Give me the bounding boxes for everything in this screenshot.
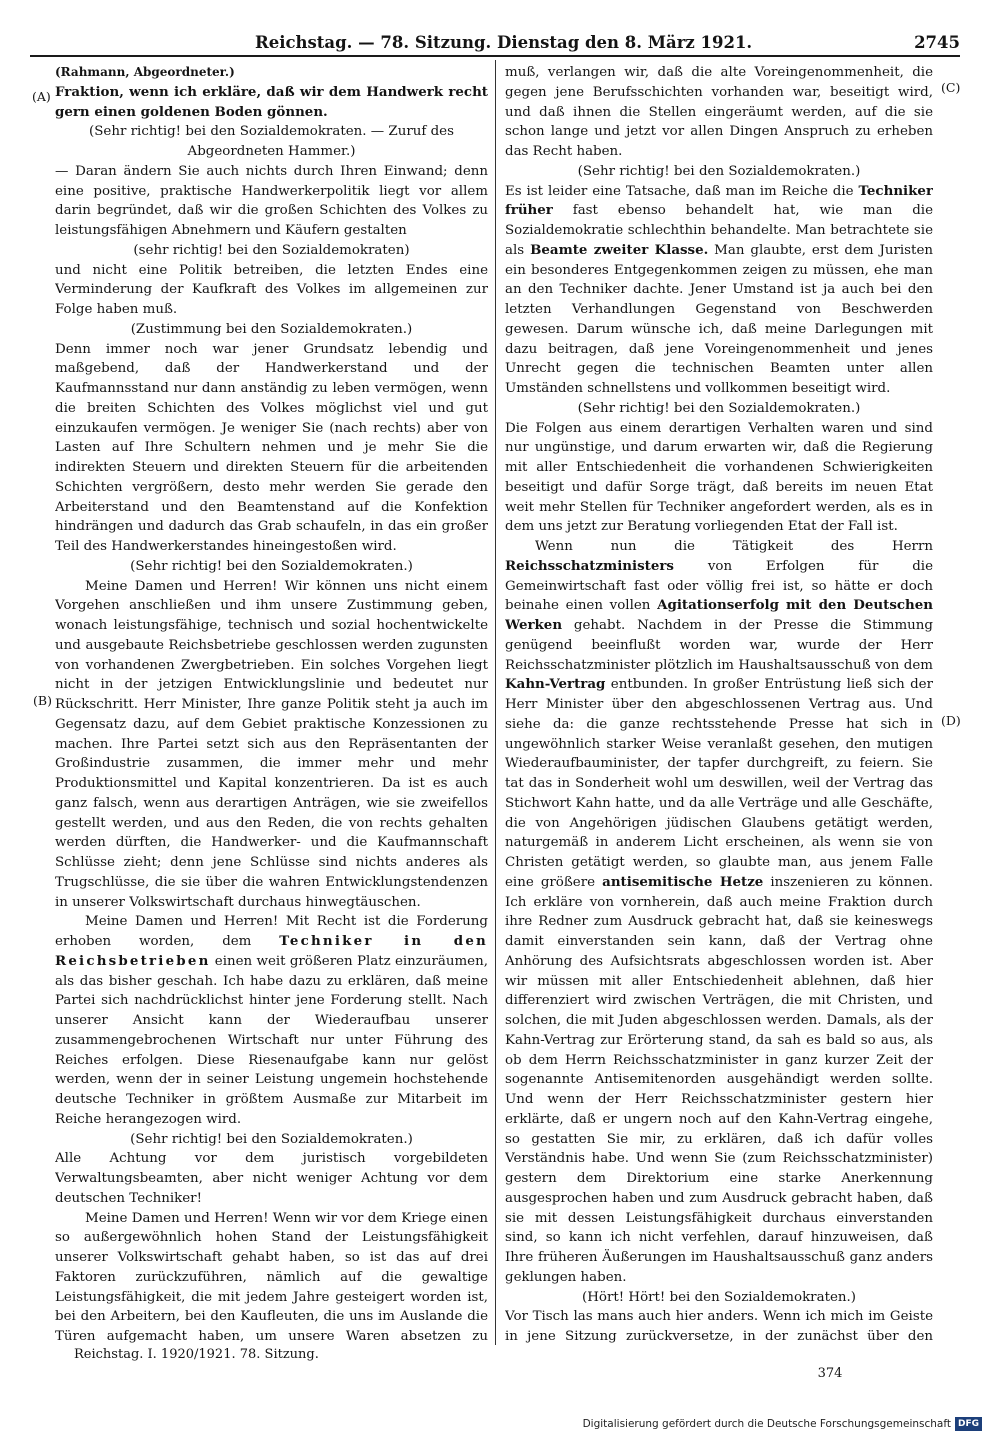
paragraph: Wenn nun die Tätigkeit des Herrn Reichsschatzministers von Erfolgen für die Gemeinwirtschaft fast oder völlig frei ist, so hätte er doch beinahe einen vollen Agitationserfolg mit den Deutschen Werken gehabt. Nachdem in der Presse die Stimmung genügend beeinflußt worden war, wurde der Herr Reichsschatzminister plötzlich im Haushaltsausschuß von dem Kahn-Vertrag entbunden. In großer Entrüstung ließ sich der Herr Minister über den abgeschlossenen Vertrag aus. Und siehe da: die ganze rechtsstehende Presse hat sich in ungewöhnlich starker Weise veranlaßt gesehen, den mutigen Wiederaufbauminister, der tapfer durchgreift, zu feiern. Sie tat das in Sonderheit wohl um deswillen, weil der Vertrag das Stichwort Kahn hatte, und da alle Verträge und alle Geschäfte, die von Angehörigen jüdischen Glaubens getätigt werden, naturgemäß in anderem Licht erscheinen, als wenn sie von Christen getätigt werden, so glaubte man, aus jenem Falle eine größere antisemitische Hetze inszenieren zu können. Ich erkläre von vornherein, daß auch meine Fraktion durch ihre Redner zum Ausdruck gebracht hat, daß sie keineswegs damit einverstanden sein kann, daß der Vertrag ohne Anhörung des Aufsichtsrats abgeschlossen worden ist. Aber wir müssen mit aller Entschiedenheit ablehnen, daß hier differenziert wird zwischen Verträgen, die mit Christen, und solchen, die mit Juden abgeschlossen werden. Damals, als der Kahn-Vertrag zur Erörterung stand, da sah es bald so aus, als ob dem Herrn Reichsschatzminister in ganz kurzer Zeit der sogenannte Antisemitenorden ausgehändigt werden sollte. Und wenn der Herr Reichsschatzminister gestern hier erklärte, daß er ungern noch auf den Kahn-Vertrag eingehe, so gestatten Sie mir, zu erklären, daß ich dafür volles Verständnis habe. Und wenn Sie (zum Reichsschatzminister) gestern dem Direktorium eine starke Anerkennung ausgesprochen haben und zum Ausdruck gebracht haben, daß sie mit dessen Leistungsfähigkeit durchaus einverstanden sind, so kann ich nicht verfehlen, darauf hinzuweisen, daß Ihre früheren Äußerungen im Haushaltsausschuß ganz anders geklungen haben. [505,539,933,1285]
page-number: 2745 [914,33,960,52]
footer-signature: Reichstag. I. 1920/1921. 78. Sitzung. [74,1347,319,1362]
right-column [505,63,933,1348]
paragraph: Meine Damen und Herren! Wenn wir vor dem Kriege einen so außergewöhnlich hohen Stand der Leistungsfähigkeit unserer Volkswirtschaft gehabt haben, so ist das auf drei Faktoren zurückzuführen, nämlich auf die gewaltige Leistungsfähigkeit, die mit jedem Jahre gesteigert worden ist, bei den Arbeitern, bei den Kaufleuten, die uns im Auslande die Türen aufgemacht haben, um unsere Waren absetzen zu [55,1210,488,1344]
paragraph: und nicht eine Politik betreiben, die letzten Endes eine Verminderung der Kaufkraft des Volkes im allgemeinen zur Folge haben muß. [55,262,488,317]
paragraph: Die Folgen aus einem derartigen Verhalten waren und sind nur ungünstige, und darum erwarten wir, daß die Regierung mit aller Entschiedenheit die vorhandenen Schwierigkeiten beseitigt und dafür Sorge trägt, daß bereits im neuen Etat weit mehr Stellen für Techniker angefordert werden, als es in dem uns jetzt zur Beratung vorliegenden Etat der Fall ist. [505,420,933,535]
interjection: (Sehr richtig! bei den Sozialdemokraten.) [577,163,861,179]
interjection: (Sehr richtig! bei den Sozialdemokraten.) [130,558,413,574]
paragraph: Es ist leider eine Tatsache, daß man im Reiche die Techniker früher fast ebenso behandelt hat, wie man die Sozialdemokratie schlechthin behandelte. Man betrachtete sie als Beamte zweiter Klasse. Man glaubte, erst dem Juristen ein besonderes Entgegenkommen zeigen zu müssen, ehe man an den Techniker dachte. Jener Umstand ist ja auch bei den letzten Verhandlungen Gegenstand von Beschwerden gewesen. Darum wünsche ich, daß meine Darlegungen mit dazu beitragen, daß jene Voreingenommenheit und jenes Unrecht gegen die technischen Beamten unter allen Umständen schnellstens und vollkommen beseitigt wird. [505,182,933,396]
running-title: Reichstag. — 78. Sitzung. Dienstag den 8. März 1921. [255,33,753,52]
dfg-logo-icon: DFG [955,1417,982,1431]
digitization-note: Digitalisierung gefördert durch die Deutsche Forschungsgemeinschaft [582,1418,951,1430]
paragraph: Vor Tisch las mans auch hier anders. Wenn ich mich im Geiste in jene Sitzung zurückversetze, in der zunächst über den [505,1309,933,1344]
paragraph: Alle Achtung vor dem juristisch vorgebildeten Verwaltungsbeamten, aber nicht weniger Achtung vor dem deutschen Techniker! [55,1151,488,1206]
paragraph: — Daran ändern Sie auch nichts durch Ihren Einwand; denn eine positive, praktische Handwerkerpolitik liegt vor allem darin begründet, daß wir die großen Schichten des Volkes zu leistungsfähigen Abnehmern und Käufern gestalten [55,163,488,238]
interjection: (sehr richtig! bei den Sozialdemokraten) [133,242,410,258]
digitization-credit [583,1416,982,1432]
header-rule [30,55,960,57]
margin-mark-b: (B) [33,693,52,708]
margin-mark-c: (C) [941,80,961,95]
sheet-number: 374 [817,1366,843,1381]
page-header [255,30,960,56]
interjection: (Sehr richtig! bei den Sozialdemokraten. — Zuruf des Abgeordneten Hammer.) [89,124,454,159]
margin-mark-a: (A) [32,89,51,104]
left-column [55,63,488,1348]
emphasis: Reichsschatzministers [505,557,674,574]
emphasis: Techniker früher [505,182,933,219]
interjection: (Zustimmung bei den Sozialdemokraten.) [130,321,413,337]
emphasis: Beamte zweiter Klasse. [530,241,709,258]
interjection: (Hört! Hört! bei den Sozialdemokraten.) [582,1289,856,1305]
paragraph: Meine Damen und Herren! Mit Recht ist die Forderung erhoben worden, dem Techniker in den Reichsbetrieben einen weit größeren Platz einzuräumen, als das bisher geschah. Ich habe dazu zu erklären, daß meine Partei sich nachdrücklichst hinter jene Forderung stellt. Nach unserer Ansicht kann der Wiederaufbau unserer zusammengebrochenen Wirtschaft nur unter Führung des Reiches erfolgen. Diese Riesenaufgabe kann nur gelöst werden, wenn der in seiner Leistung ungemein hochstehende deutsche Techniker in größtem Ausmaße zur Mitarbeit im Reiche herangezogen wird. [55,914,488,1127]
interjection: (Sehr richtig! bei den Sozialdemokraten.) [577,400,861,416]
paragraph: muß, verlangen wir, daß die alte Voreingenommenheit, die gegen jene Berufsschichten vorhanden war, beseitigt wird, und daß ihnen die Stellen eingeräumt werden, auf die sie schon lange und jetzt vor allen Dingen Anspruch zu erheben das Recht haben. [505,65,933,159]
emphasis: Agitationserfolg mit den Deutschen Werken [505,597,933,633]
emphasis: Kahn-Vertrag [505,676,606,693]
emphasis: antisemitische Hetze [602,873,764,890]
interjection: (Sehr richtig! bei den Sozialdemokraten.) [130,1131,413,1147]
paragraph: Denn immer noch war jener Grundsatz lebendig und maßgebend, daß der Handwerkerstand und der Kaufmannsstand nur dann anständig zu leben vermögen, wenn die breiten Schichten des Volkes möglichst viel und gut einzukaufen vermögen. Je weniger Sie (nach rechts) aber von Lasten auf Ihre Schultern nehmen und je mehr Sie die indirekten Steuern und direkten Steuern für die arbeitenden Schichten vergrößern, desto mehr werden Sie gerade den Arbeiterstand und den Beamtenstand auf die Konfektion hindrängen und dadurch das Grab schaufeln, in das ein großer Teil des Handwerkerstandes hineingestoßen wird. [55,341,488,554]
speaker-label: (Rahmann, Abgeordneter.) [55,65,235,79]
paragraph: Meine Damen und Herren! Wir können uns nicht einem Vorgehen anschließen und ihm unsere Zustimmung geben, wonach leistungsfähige, technisch und sozial hochentwickelte und ausgebaute Reichsbetriebe geschlossen werden zugunsten von vorhandenen Zwergbetrieben. Ein solches Vorgehen liegt nicht in der jetzigen Entwicklungslinie und bedeutet nur Rückschritt. Herr Minister, Ihre ganze Politik steht ja auch im Gegensatz dazu, auf dem Gebiet praktische Konzessionen zu machen. Ihre Partei setzt sich aus den Repräsentanten der Großindustrie zusammen, die immer mehr und mehr Produktionsmittel und Kapital konzentrieren. Da ist es auch ganz falsch, wenn aus derartigen Anträgen, wie sie zweifellos gestellt werden, und aus den Reden, die von rechts gehalten werden dürften, die Handwerker- und die Kaufmannschaft Schlüsse zieht; denn jene Schlüsse sind nichts anderes als Trugschlüsse, die sie über die wahren Entwicklungstendenzen in unserer Volkswirtschaft durchaus hinwegtäuschen. [55,578,488,910]
emphasis: Techniker in den Reichsbetrieben [55,933,488,969]
column-divider [495,60,496,1345]
paragraph: Fraktion, wenn ich erkläre, daß wir dem Handwerk recht gern einen goldenen Boden gönnen. [55,83,488,120]
margin-mark-d: (D) [941,713,961,728]
